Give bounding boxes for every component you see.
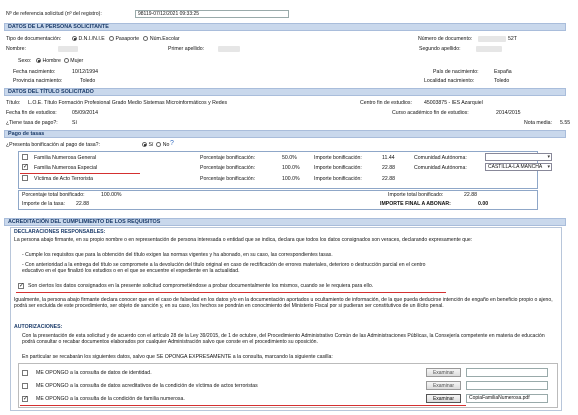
country-label: País de nacimiento: <box>433 69 479 75</box>
doc-number-value: 52T <box>508 36 517 42</box>
fee-row-0-com-label: Comunidad Autónoma: <box>414 155 467 161</box>
fee-label: Importe de la tasa: <box>22 201 65 207</box>
avg-value: 5.55 <box>560 120 571 126</box>
fee-row-0-name: Familia Numerosa General <box>34 155 96 161</box>
fee-row-1-pct: 100.0% <box>282 165 300 171</box>
radio-female[interactable] <box>64 58 69 63</box>
fee-row-2-amt: 22.88 <box>382 176 395 182</box>
radio-male[interactable] <box>36 58 41 63</box>
checkbox-truthful-data[interactable]: ✓ <box>19 283 25 289</box>
decl-p2: - Cumple los requisitos que para la obtención del título exigen las normas vigentes y ha abonado, en su caso, las correspondientes tasas. <box>22 252 333 258</box>
total-amt-label: Importe total bonificado: <box>388 192 444 198</box>
redacted-surname1 <box>218 46 240 52</box>
highlight-underline <box>20 173 140 174</box>
doc-type-label: Tipo de documentación: <box>6 36 62 42</box>
browse-button-terror[interactable]: Examinar <box>426 381 461 390</box>
fee-row-1-name: Familia Numerosa Especial <box>34 165 98 171</box>
end-date-label: Fecha fin de estudios: <box>6 110 57 116</box>
section-title: DATOS DEL TÍTULO SOLICITADO <box>4 88 566 96</box>
decl-p4: Igualmente, la persona abajo firmante declara conocer que en el caso de falsedad en los datos y/o en la documentación aportados u ocultamiento de información, de la que pueda deducirse intención de engaño en beneficio propio o ajeno, podrá ser excluida de este procedimiento, ser objeto de sanción y, en su caso, los hechos se pondrán en conocimiento del Ministerio Fiscal por si pudieran ser constitutivos de un ilícito penal. <box>14 297 553 310</box>
province-value: Toledo <box>80 78 96 84</box>
total-pct-value: 100.00% <box>101 192 122 198</box>
decl-check-label: Son ciertos los datos consignados en la presente solicitud comprometiéndose a probar documentalmente los mismos, cuando se le requiera para ello. <box>28 283 374 289</box>
title-value: L.O.E. Título Formación Profesional Grado Medio Sistemas Microinformáticos y Redes <box>28 100 228 106</box>
doc-type-radios <box>72 36 180 42</box>
chevron-down-icon: ▾ <box>547 154 550 160</box>
fee-question: ¿Presenta bonificación al pago de tasa?: <box>6 142 101 148</box>
decl-heading: DECLARACIONES RESPONSABLES: <box>14 229 106 235</box>
title-label: Título: <box>6 100 21 106</box>
file-input-terror[interactable] <box>466 381 548 390</box>
reference-label: Nº de referencia solicitud (nº del registro): <box>6 11 102 17</box>
fee-radios <box>142 142 169 148</box>
final-value: 0.00 <box>478 201 489 207</box>
sex-opt-male: Hombre <box>42 57 61 64</box>
reference-input[interactable]: 98119-07/12/2021 09:33:25 <box>135 10 289 18</box>
sex-opt-female: Mujer <box>70 57 84 64</box>
final-label: IMPORTE FINAL A ABONAR: <box>380 201 451 207</box>
help-icon[interactable]: ? <box>170 140 174 147</box>
fee-totals-box <box>18 190 538 210</box>
file-input-identity[interactable] <box>466 368 548 377</box>
sex-label: Sexo: <box>18 58 32 64</box>
fee-row-0-pct-label: Porcentaje bonificación: <box>200 155 256 161</box>
radio-school-number[interactable] <box>143 36 148 41</box>
redacted-surname2 <box>476 46 502 52</box>
country-value: España <box>494 69 512 75</box>
fee-row-2-pct: 100.0% <box>282 176 300 182</box>
checkbox-terror-victim[interactable] <box>22 175 28 181</box>
auth-item-0-label: ME OPONGO a la consulta de datos de identidad. <box>36 370 152 376</box>
section-fees: Pago de tasas <box>4 130 566 138</box>
community-select-especial[interactable] <box>485 163 552 171</box>
auth-p1: Con la presentación de esta solicitud y de acuerdo con el artículo 28 de la Ley 39/2015, de 1 de octubre, del Procedimiento Administrativo Común de las Administraciones Públicas, la Consejería competente en materia de educación podrá consultar o recabar documentos elaborados por cualquier Administración salvo que conste en el procedimiento su oposición. <box>22 333 545 346</box>
doc-opt-passport: Pasaporte <box>115 35 140 42</box>
fee-row-1-pct-label: Porcentaje bonificación: <box>200 165 256 171</box>
locality-label: Localidad nacimiento: <box>424 78 475 84</box>
end-date-value: 05/09/2014 <box>72 110 98 116</box>
section-applicant: DATOS DE LA PERSONA SOLICITANTE <box>4 23 566 31</box>
checkbox-oppose-identity[interactable] <box>22 370 28 376</box>
locality-value: Toledo <box>494 78 510 84</box>
doc-opt-dni: D.N.I./N.I.E <box>78 35 105 42</box>
paid-value: Sí <box>72 120 77 126</box>
total-pct-label: Porcentaje total bonificado: <box>22 192 85 198</box>
sex-radios <box>36 58 83 64</box>
auth-heading: AUTORIZACIONES: <box>14 324 63 330</box>
fee-row-1-com-label: Comunidad Autónoma: <box>414 165 467 171</box>
checkbox-oppose-large-family[interactable]: ✓ <box>23 396 29 402</box>
name-label: Nombre: <box>6 46 26 52</box>
fee-yes-label: Sí <box>148 141 154 148</box>
fee-row-2-amt-label: Importe bonificación: <box>314 176 362 182</box>
section-accreditation: ACREDITACIÓN DEL CUMPLIMIENTO DE LOS REQUISITOS <box>4 218 566 226</box>
fee-row-0-pct: 50.0% <box>282 155 297 161</box>
decl-p3: - Con anterioridad a la entrega del título se compromete a la devolución del título original en caso de rectificación de errores materiales, deterioro o destrucción parcial en el centro educativo en el que finalizó los estudios o en el que se encuentre el expediente en la actualidad. <box>22 262 426 275</box>
checkbox-fn-general[interactable] <box>22 154 28 160</box>
fee-row-0-amt-label: Importe bonificación: <box>314 155 362 161</box>
doc-opt-school: Núm.Escolar <box>149 35 180 42</box>
fee-value: 22.88 <box>76 201 89 207</box>
doc-number-label: Número de documento: <box>418 36 473 42</box>
fee-row-1-amt: 22.88 <box>382 165 395 171</box>
browse-button-identity[interactable]: Examinar <box>426 368 461 377</box>
radio-dni[interactable] <box>72 36 77 41</box>
radio-fee-yes[interactable] <box>142 142 147 147</box>
paid-label: ¿Tiene tasa de pago?: <box>6 120 58 126</box>
total-amt-value: 22.88 <box>464 192 477 198</box>
avg-label: Nota media: <box>524 120 552 126</box>
community-select-general[interactable] <box>485 153 552 161</box>
birth-value: 10/12/1994 <box>72 69 98 75</box>
auth-p2: En particular se recabarán los siguientes datos, salvo que SE OPONGA EXPRESAMENTE a la consulta, marcando la siguiente casilla: <box>22 354 333 360</box>
decl-p1: La persona abajo firmante, en su propio nombre o en representación de persona interesada o entidad que se indica, declara que todos los datos consignados son veraces, declarando expresamente que: <box>14 237 473 243</box>
fee-row-2-name: Víctima de Acto Terrorista <box>34 176 94 182</box>
checkbox-fn-especial[interactable]: ✓ <box>23 164 29 170</box>
community-select-especial-value: CASTILLA-LA MANCHA <box>488 164 543 170</box>
course-label: Curso académico fin de estudios: <box>392 110 469 116</box>
radio-passport[interactable] <box>109 36 114 41</box>
highlight-underline <box>20 405 466 406</box>
checkbox-oppose-terror[interactable] <box>22 383 28 389</box>
chevron-down-icon: ▾ <box>547 164 550 170</box>
course-value: 2014/2015 <box>496 110 521 116</box>
browse-button-large-family[interactable]: Examinar <box>426 394 461 403</box>
redacted-field <box>478 36 506 42</box>
surname2-label: Segundo apellido: <box>419 46 461 52</box>
auth-item-2-label: ME OPONGO a la consulta de la condición de familia numerosa. <box>36 396 185 402</box>
fee-row-1-amt-label: Importe bonificación: <box>314 165 362 171</box>
birth-label: Fecha nacimiento: <box>13 69 56 75</box>
auth-item-1-label: ME OPONGO a la consulta de datos acreditativos de la condición de víctima de actos terroristas <box>36 383 258 389</box>
redacted-name <box>58 46 78 52</box>
highlight-underline <box>16 292 446 293</box>
fee-row-0-amt: 11.44 <box>382 155 395 161</box>
surname1-label: Primer apellido: <box>168 46 205 52</box>
center-value: 45003875 - IES Azarquiel <box>424 100 483 106</box>
fee-no-label: No <box>162 141 170 148</box>
file-input-large-family[interactable]: CopiaFamiliaNumerosa.pdf <box>466 394 548 403</box>
radio-fee-no[interactable] <box>156 142 161 147</box>
province-label: Provincia nacimiento: <box>13 78 63 84</box>
fee-row-2-pct-label: Porcentaje bonificación: <box>200 176 256 182</box>
center-label: Centro fin de estudios: <box>360 100 412 106</box>
